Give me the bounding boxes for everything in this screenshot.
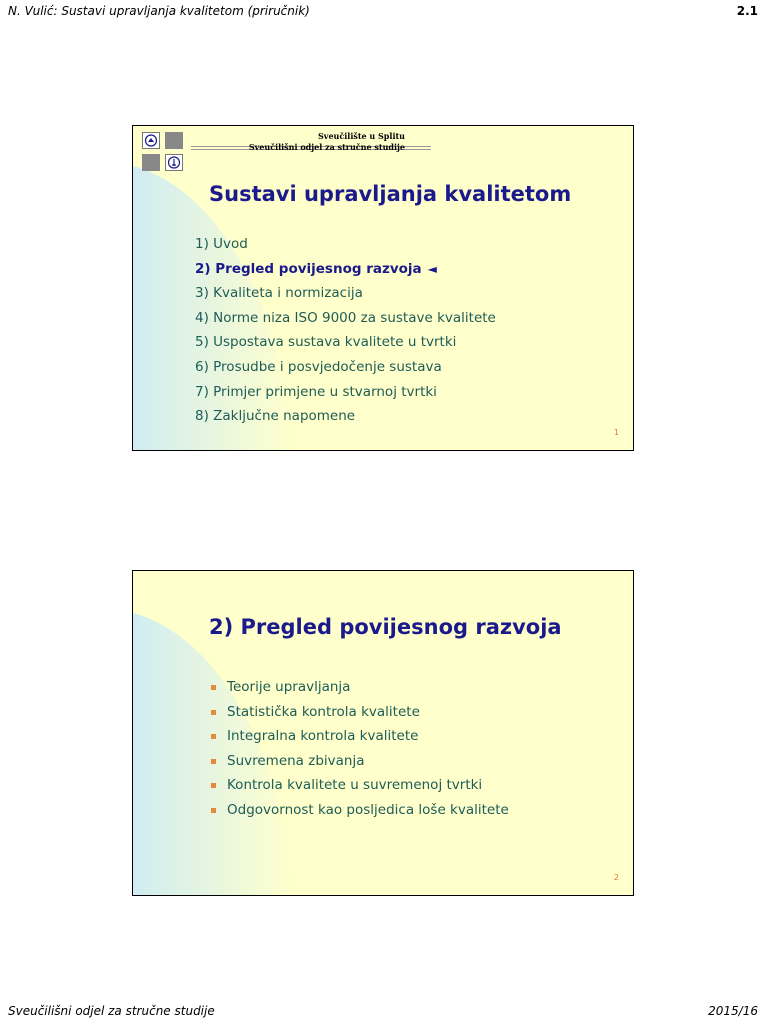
bullet-item: Suvremena zbivanja (211, 749, 509, 774)
university-name: Sveučilište u Splitu (318, 131, 405, 141)
slide-2 (132, 570, 634, 896)
square-bullet-icon (211, 759, 216, 764)
slide-number: 2 (613, 873, 619, 882)
bullet-item: Statistička kontrola kvalitete (211, 700, 509, 725)
logo-emblem-icon (165, 154, 183, 171)
page-footer (8, 1004, 758, 1022)
agenda-item-label: 2) Pregled povijesnog razvoja (195, 260, 422, 277)
agenda-item: 1) Uvod (195, 236, 248, 252)
bullet-item: Teorije upravljanja (211, 675, 509, 700)
left-arrow-icon: ◄ (427, 261, 437, 276)
square-bullet-icon (211, 808, 216, 813)
slide-title: Sustavi upravljanja kvalitetom (209, 182, 572, 206)
agenda-item: 8) Zaključne napomene (195, 408, 356, 425)
agenda-item: 4) Norme niza ISO 9000 za sustave kvalitete (195, 309, 496, 326)
bullet-item: Kontrola kvalitete u suvremenoj tvrtki (211, 773, 509, 798)
agenda-list (195, 232, 496, 429)
agenda-item: 5) Uspostava sustava kvalitete u tvrtki (195, 334, 457, 351)
agenda-item: 3) Kvaliteta i normizacija (195, 285, 363, 302)
footer-year: 2015/16 (708, 1004, 758, 1018)
square-bullet-icon (211, 685, 216, 690)
agenda-item: 7) Primjer primjene u stvarnoj tvrtki (195, 383, 437, 400)
department-name: Sveučilišni odjel za stručne studije (248, 142, 405, 152)
bullet-item: Odgovornost kao posljedica loše kvalitete (211, 798, 509, 823)
square-bullet-icon (211, 783, 216, 788)
square-bullet-icon (211, 734, 216, 739)
slide-number: 1 (613, 428, 619, 437)
slide-1 (132, 125, 634, 451)
slide-title: 2) Pregled povijesnog razvoja (209, 615, 562, 639)
square-bullet-icon (211, 710, 216, 715)
footer-department: Sveučilišni odjel za stručne studije (8, 1004, 215, 1018)
bullet-list (211, 675, 509, 822)
bullet-item: Integralna kontrola kvalitete (211, 724, 509, 749)
page-header (8, 4, 758, 22)
agenda-item: 6) Prosudbe i posvjedočenje sustava (195, 358, 442, 375)
header-document-title: N. Vulić: Sustavi upravljanja kvalitetom (priručnik) (8, 4, 310, 18)
agenda-item-active (195, 257, 496, 282)
logo-square-gray (142, 154, 160, 171)
header-page-number: 2.1 (736, 4, 758, 18)
